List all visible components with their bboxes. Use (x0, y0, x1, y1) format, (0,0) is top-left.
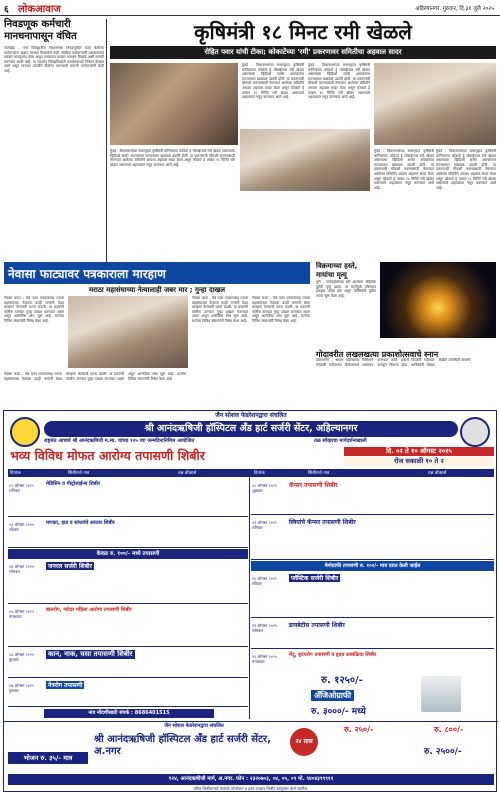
dialysis-price: रु. २५०/- (344, 725, 374, 734)
left-date-2: ०३ ऑगस्ट २०२५ रविवार (9, 522, 34, 532)
ad-logo-right (460, 417, 490, 447)
story-patrakar-body-3: नेवासा फाटा - येथे एका पत्रकारासह मराठा महासंघाच्या नेत्याला काही जणांनी बेदम मारहाण केल्याची घटना घडली. या प्रकरणी पोलीस ठाण्यात गुन्हा दाखल करण्यात आला असून आरोपींचा शोध सुरू आहे. घटनेचा विविध संघटनांनी निषेध केला आहे. (252, 296, 310, 323)
mri-price: रु. २५००/- (424, 747, 462, 757)
story-godavari-body: प्रवरासंगम - श्रावण महिन्याच्या निमित्ताने गोदावरी नदीपात्रात दीपोत्सवाचे आयोजन करण्यात आले. हजारो दिव्यांनी नदीकाठ उजळून निघाला होता. भाविकांनी मोठ्या संख्येने उपस्थिती लावली. (316, 358, 471, 367)
left-camp-4 (8, 605, 248, 647)
story-main-body-col4: मुंबई - विधानसभेच्या सभागृहात कृषिमंत्री माणिकराव कोकाटे हे मोबाईलवर रमी खेळत असल्याचा व्हिडिओ समोर आल्यानंतर राज्यभरात खळबळ उडाली होती. या प्रकरणाची चौकशी करण्यासाठी नेमण्यात आलेल्या समितीने आपला अहवाल सादर केला असून कोकाटे हे तब्बल १८ मिनिटे रमी खेळत असल्याचे अहवालात नमूद करण्यात आले आहे. (374, 149, 434, 190)
right-camp-name-2: स्त्रियांचे कॅन्सर तपासणी शिबीर (289, 519, 356, 526)
left-camp-name-3: जनरल सर्जरी शिबीर (48, 563, 93, 570)
left-camp-2 (8, 518, 248, 548)
right-camp-name-5: मेंदू, हृदयरोग तपासणी व हृदय शस्त्रक्रिया शिबीर (289, 652, 377, 658)
col-doctors-left: तज्ञ डॉक्टर्स (178, 471, 197, 476)
story-main (110, 19, 496, 255)
footer-org: जैन सोशल फेडरेशनद्वारा संचलित (164, 723, 224, 729)
group-photo (240, 129, 370, 191)
story-main-body-col3: मुंबई - विधानसभेच्या सभागृहात कृषिमंत्री माणिकराव कोकाटे हे मोबाईलवर रमी खेळत असल्याचा व्हिडिओ समोर आल्यानंतर राज्यभरात खळबळ उडाली होती. या प्रकरणाची चौकशी करण्यासाठी नेमण्यात आलेल्या समितीने आपला अहवाल सादर केला असून कोकाटे हे तब्बल १८ मिनिटे रमी खेळत असल्याचे अहवालात नमूद करण्यात आले आहे. (110, 149, 235, 167)
minister-photo (110, 63, 238, 145)
ad-hospital-name: श्री आनंदऋषिजी हॉस्पिटल अँड हार्ट सर्जरी सेंटर, अहिल्यानगर (44, 421, 458, 437)
story-vikram (316, 262, 496, 340)
right-camp-4 (251, 619, 494, 649)
festival-photo (380, 262, 496, 338)
footer-bed: भोजन रु. ३५/- मात्र (8, 752, 88, 764)
left-camp-name-5: कान, नाक, घसा तपासणी शिबीर (48, 650, 133, 658)
story-vikram-body: पुणे - नातेवाईकांच्या घरी आलेल्या महिलेचा दुर्दैवी मृत्यू झाला. या घटनेमुळे परिसरात हळहळ व्यक्त होत असून पोलिसांनी पुढील तपास सुरू केला आहे. (316, 280, 376, 298)
left-camp-1 (8, 479, 248, 517)
story-main-body-col2: मुंबई - विधानसभेच्या सभागृहात कृषिमंत्री माणिकराव कोकाटे हे मोबाईलवर रमी खेळत असल्याचा व्हिडिओ समोर आल्यानंतर राज्यभरात खळबळ उडाली होती. या प्रकरणाची चौकशी करण्यासाठी नेमण्यात आलेल्या समितीने आपला अहवाल सादर केला असून कोकाटे हे तब्बल १८ मिनिटे रमी खेळत असल्याचे अहवालात नमूद करण्यात आले आहे. (308, 63, 370, 100)
right-date-2: ०९ ऑगस्ट २०२५ शनिवार (252, 520, 277, 530)
ad-occasion: राष्ट्रसंत आचार्य श्री आनंदऋषिजी म.सा. यांच्या १२५ व्या जन्मदिनानिमित्त आयोजित (44, 438, 195, 444)
left-camp-3 (8, 560, 248, 604)
ad-camp-title: भव्य विविध मोफत आरोग्य तपासणी शिबीर (10, 448, 205, 463)
left-camp-6 (8, 679, 248, 707)
left-date-1: ०२ ऑगस्ट २०२५ शनिवार (9, 483, 34, 493)
page-number: ६ (4, 5, 9, 15)
ad-footer (4, 721, 498, 793)
left-date-3: ०४ ऑगस्ट २०२५ सोमवार (9, 564, 34, 574)
header-rule (0, 15, 500, 16)
story-godavari-header (316, 342, 496, 359)
right-camp-3 (251, 572, 494, 618)
ecg-machine-icon (421, 676, 461, 712)
footer-address: १२४, आनंदऋषीजी मार्ग, अ.नगर. फोन : २३२०७०३, ०४, ०५, ०९ मो. ९४०४३९९९११ (8, 774, 494, 785)
left-camp-name-2: मणका, हाड व सांध्यांचे आजार शिबीर (46, 520, 115, 526)
ad-dates: दि. ०२ ते १० ऑगस्ट २०२५ (344, 447, 494, 456)
col-date-left: दिनांक (10, 471, 21, 476)
masthead: लोकआवाज (18, 4, 61, 15)
col-doctors-right: तज्ञ डॉक्टर्स (428, 471, 447, 476)
left-banner-1: केवळ रु. १००/- मध्ये तपासणी (8, 549, 248, 559)
right-camp-1 (251, 479, 494, 515)
story-patrakar (4, 262, 310, 284)
left-camp-name-1: मेडिसिन व गॅस्ट्रोसाईन्स शिबीर (46, 481, 100, 487)
ad-time: रोज सकाळी १० ते २ (344, 457, 494, 466)
right-camp-name-3: प्लॅस्टिक सर्जरी शिबीर (291, 575, 339, 582)
right-date-4: ११ ऑगस्ट २०२५ सोमवार (252, 623, 277, 633)
story-patrakar-headline: नेवासा फाट्यावर पत्रकाराला मारहाण (8, 267, 166, 281)
angio-label: अँजिओग्राफी (311, 690, 354, 701)
ad-org-line: जैन सोशल फेडरेशनद्वारा संचलित (215, 412, 287, 419)
ad-logo-left (10, 417, 40, 447)
patrakar-photo (68, 296, 188, 368)
story-godavari-headline: गोदावरीत लखलखत्या प्रकाशोत्सवाचे स्नान (316, 350, 439, 359)
left-camp-name-4: बालरोग, गरोदर महिला आरोग्य तपासणी शिबीर (46, 607, 132, 613)
story-main-headline: कृषिमंत्री १८ मिनट रमी खेळले (194, 20, 412, 44)
left-date-6: ०७ ऑगस्ट २०२५ गुरुवार (9, 683, 34, 693)
story-left-body: जामखेड - नगर जिल्ह्यातील विधानसभा निवडणुकीत काम केलेल्या कर्मचाऱ्यांना अद्याप मानधन मिळालेले नाही. संबंधित कर्मचाऱ्यांनी प्रशासनाकडे वारंवार पाठपुरावा केला असून लवकरात लवकर मानधन मिळावे अशी मागणी करण्यात आली आहे. या संदर्भात जिल्हाधिकारी कार्यालयाकडे निवेदन देण्यात आले असून मानधन तातडीने वितरित करण्याची मागणी कर्मचाऱ्यांनी केली आहे. (4, 46, 104, 73)
right-banner-1: मेमोग्राफी तपासणी रु. १००/- मात्र दरात केली जाईल (251, 561, 494, 571)
left-date-4: ०५ ऑगस्ट २०२५ मंगळवार (9, 609, 34, 619)
right-date-3: १० ऑगस्ट २०२५ रविवार (252, 576, 277, 586)
left-camp-name-6: नेत्ररोग तपासणी (48, 682, 83, 689)
footer-hospital: श्री आनंदऋषिजी हॉस्पिटल अँड हार्ट सर्जरी सेंटर, अ.नगर (94, 734, 271, 757)
col-date-right: दिनांक (254, 471, 265, 476)
story-main-body-col5: मुंबई - विधानसभेच्या सभागृहात कृषिमंत्री माणिकराव कोकाटे हे मोबाईलवर रमी खेळत असल्याचा व्हिडिओ समोर आल्यानंतर राज्यभरात खळबळ उडाली होती. या प्रकरणाची चौकशी करण्यासाठी नेमण्यात आलेल्या समितीने आपला अहवाल सादर केला असून कोकाटे हे तब्बल १८ मिनिटे रमी खेळत असल्याचे अहवालात नमूद करण्यात आले आहे. (436, 149, 496, 190)
ad-center-divider (249, 469, 250, 719)
left-date-5: ०६ ऑगस्ट २०२५ बुधवार (9, 652, 34, 662)
footer-247: २४ तास (290, 728, 318, 756)
hospital-ad (3, 410, 497, 792)
angio-price-2: रु. ३०००/- मध्ये (311, 707, 366, 717)
story-vikram-headline-1: विक्रमाच्या हस्ते, (316, 262, 358, 270)
protest-photo (374, 63, 496, 145)
right-camp-name-4: डायबेटीस तपासणी शिबीर (289, 622, 345, 629)
ad-place: तळ सॉव्हरचा मार्गदर्शनाखाली (314, 438, 367, 444)
col-camp-right: शिबीराचे नाव (308, 471, 330, 476)
story-left-headline-1: निवडणूक कर्मचारी (4, 19, 71, 30)
footer-note: वरील शिबीरामध्ये पेशंटचे ऑपरेशन व इतर उपचार शिबीर दरानुसार केले जातील. (193, 786, 309, 791)
right-camp-5 (251, 650, 494, 720)
col-camp-left: शिबीराचे नाव (68, 471, 90, 476)
story-patrakar-subhead: मराठा महासंघाच्या नेत्यालाही जबर मार ; गुन्हा दाखल (88, 286, 225, 294)
story-left-headline-2: मानधनापासून वंचित (4, 31, 77, 42)
sonography-price: रु. ८००/- (434, 725, 464, 734)
story-patrakar-body-1: नेवासा फाटा - येथे एका पत्रकारासह मराठा महासंघाच्या नेत्याला काही जणांनी बेदम मारहाण केल्याची घटना घडली. या प्रकरणी पोलीस ठाण्यात गुन्हा दाखल करण्यात आला असून आरोपींचा शोध सुरू आहे. घटनेचा विविध संघटनांनी निषेध केला आहे. (4, 296, 64, 323)
dateline: अहिल्यानगर, गुरुवार, दि.३१ जुलै २०२५ (415, 6, 494, 12)
right-date-5: १२ ऑगस्ट २०२५ मंगळवार (252, 654, 277, 664)
story-patrakar-body-4: नेवासा फाटा - येथे एका पत्रकारासह मराठा महासंघाच्या नेत्याला काही जणांनी बेदम मारहाण केल्याची घटना घडली. या प्रकरणी पोलीस ठाण्यात गुन्हा दाखल करण्यात आला असून आरोपींचा शोध सुरू आहे. घटनेचा विविध संघटनांनी निषेध केला आहे. (4, 372, 186, 381)
column-divider (106, 19, 107, 275)
right-camp-name-1: कॅन्सर तपासणी शिबीर (289, 482, 338, 489)
ad-table-header (8, 469, 494, 477)
story-main-body-col1: मुंबई - विधानसभेच्या सभागृहात कृषिमंत्री माणिकराव कोकाटे हे मोबाईलवर रमी खेळत असल्याचा व्हिडिओ समोर आल्यानंतर राज्यभरात खळबळ उडाली होती. या प्रकरणाची चौकशी करण्यासाठी नेमण्यात आलेल्या समितीने आपला अहवाल सादर केला असून कोकाटे हे तब्बल १८ मिनिटे रमी खेळत असल्याचे अहवालात नमूद करण्यात आले आहे. (242, 63, 304, 100)
page-header (0, 0, 500, 18)
story-left (4, 19, 104, 275)
right-camp-2 (251, 516, 494, 560)
story-main-subhead: रोहित पवार यांची टीका; कोकाटेंच्या 'रमी' प्रकरणावर समितीचा अहवाल सादर (110, 46, 496, 59)
right-date-1: ०८ ऑगस्ट २०२५ शुक्रवार (252, 483, 277, 493)
story-vikram-headline-2: मायांचा मृत्यू (316, 271, 347, 279)
ad-phone-reg: नाव नोंदणीसाठी संपर्क : 8686401515 (44, 709, 214, 718)
left-camp-5 (8, 648, 248, 678)
story-patrakar-body-2: नेवासा फाटा - येथे एका पत्रकारासह मराठा महासंघाच्या नेत्याला काही जणांनी बेदम मारहाण केल्याची घटना घडली. या प्रकरणी पोलीस ठाण्यात गुन्हा दाखल करण्यात आला असून आरोपींचा शोध सुरू आहे. घटनेचा विविध संघटनांनी निषेध केला आहे. (192, 296, 248, 323)
angio-price: रु. १२५०/- (321, 675, 363, 686)
